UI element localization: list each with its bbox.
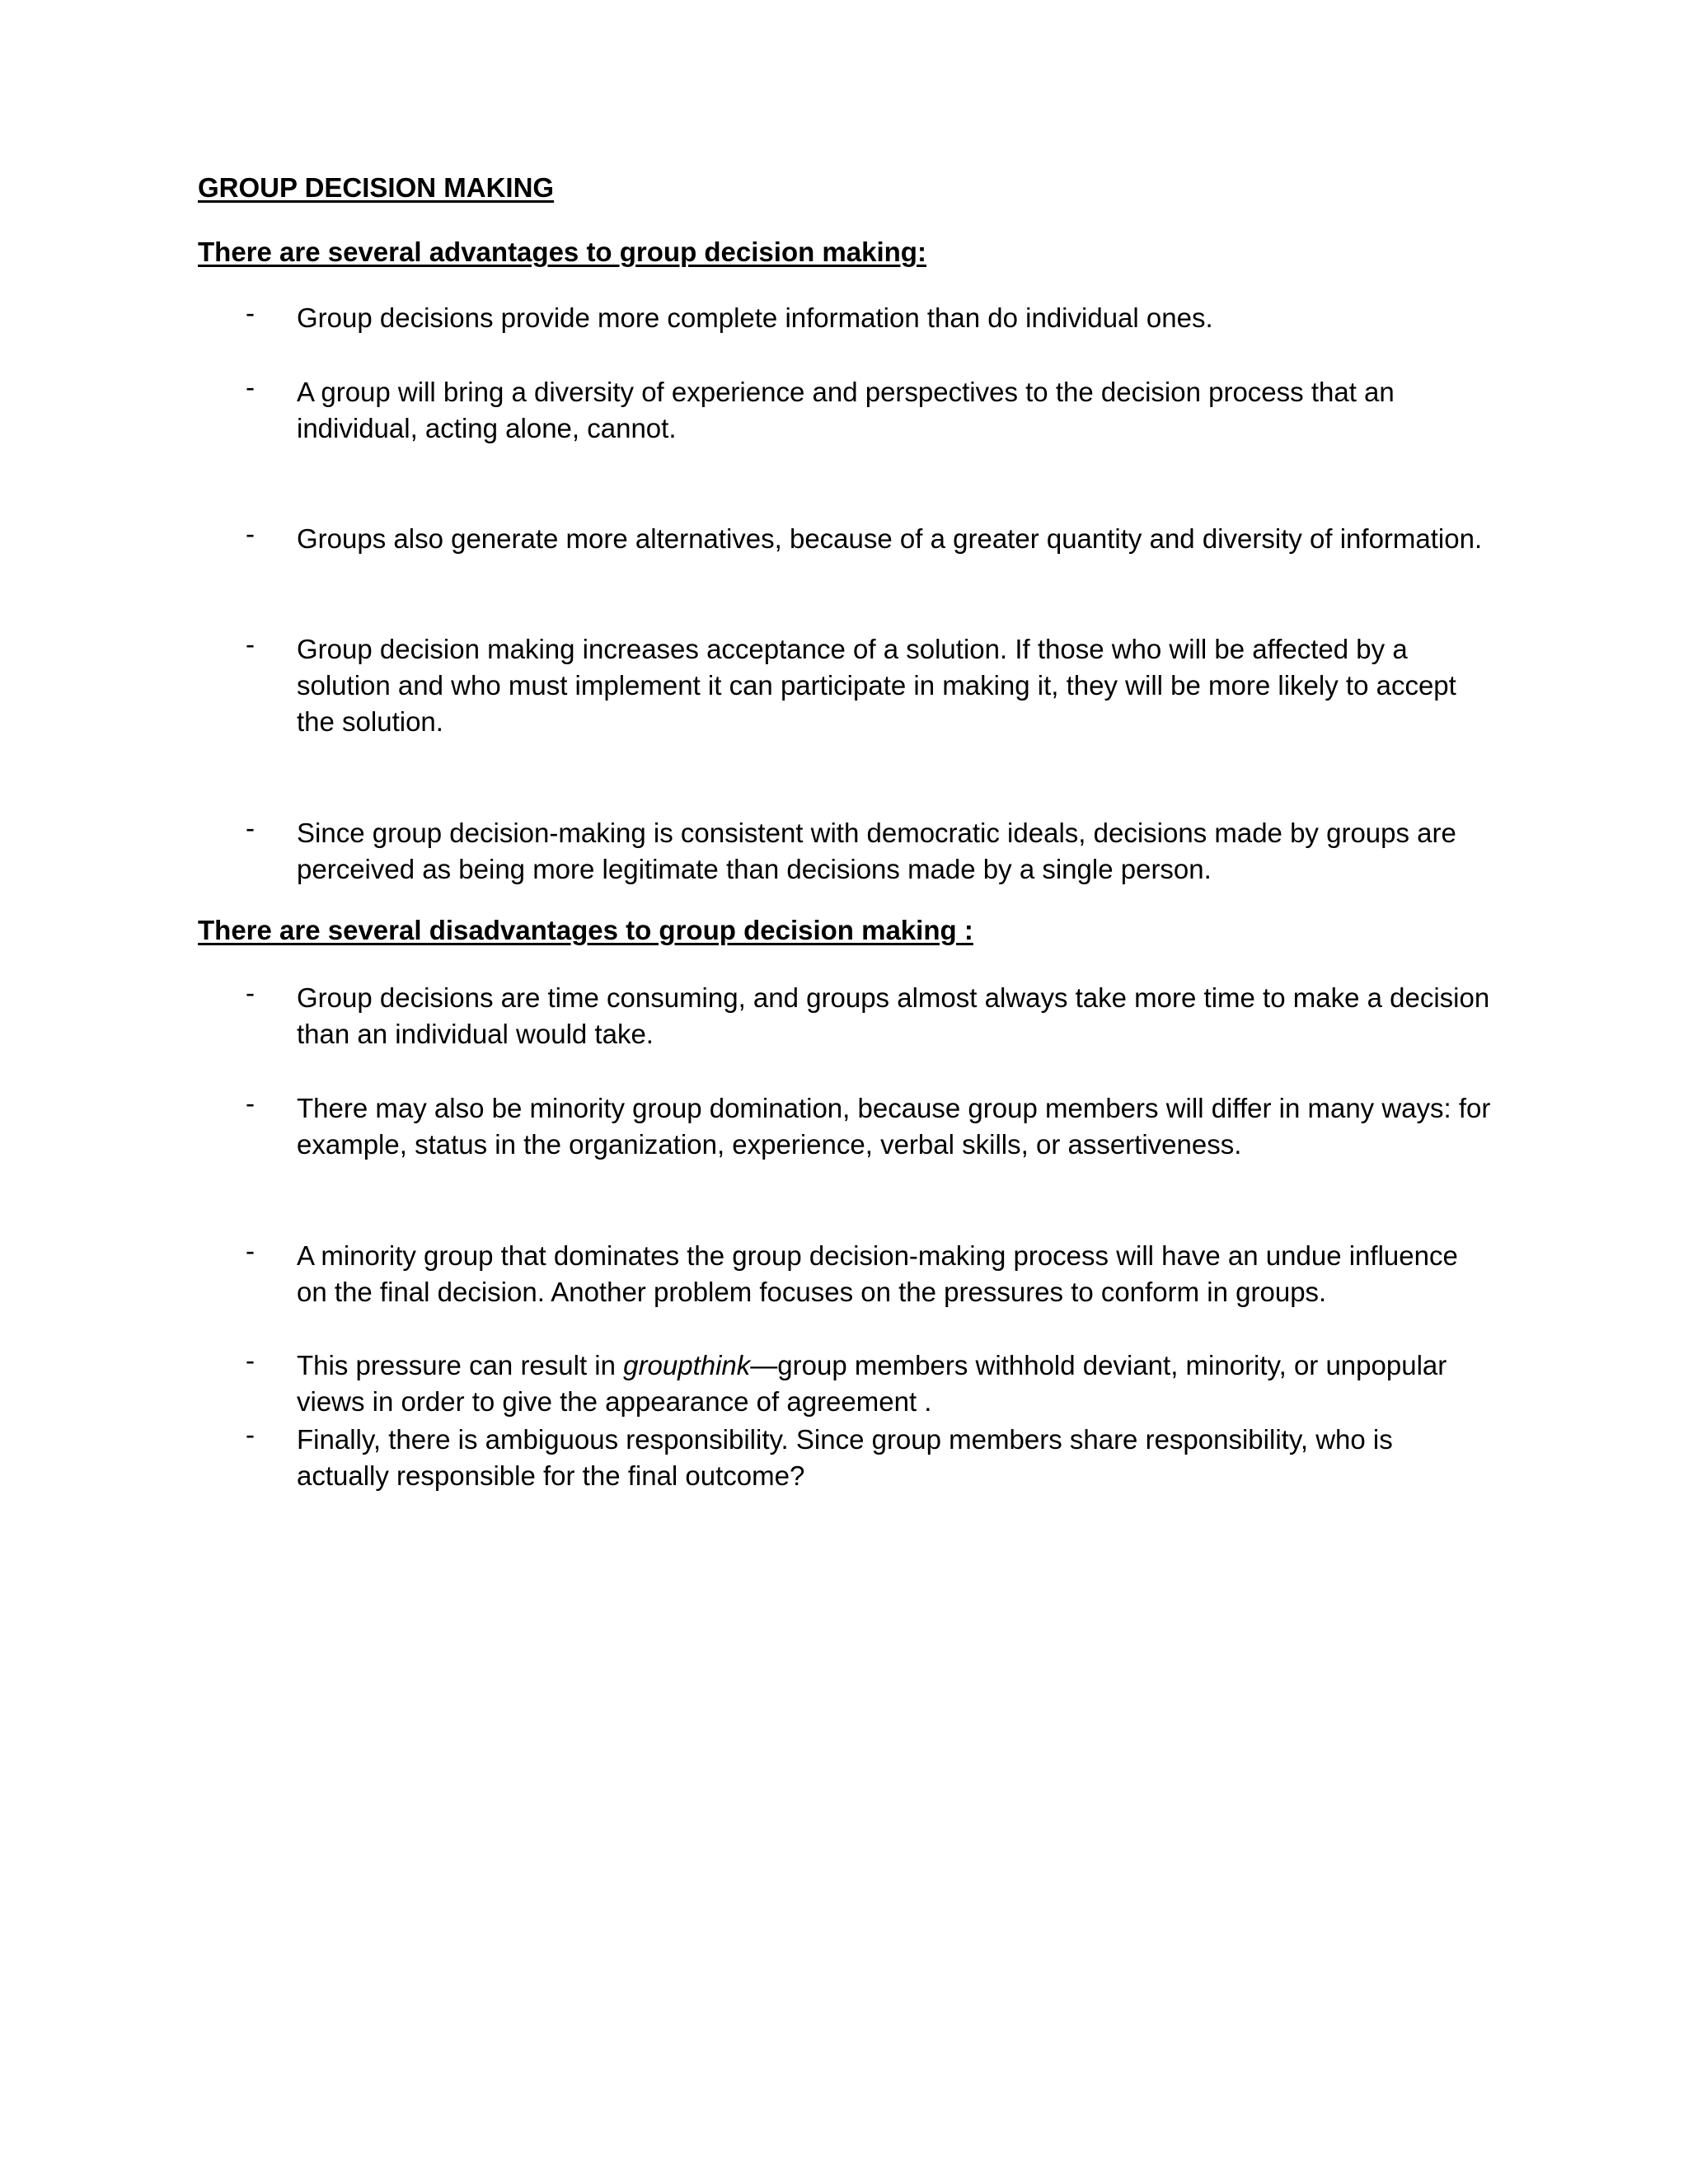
list-item-text: Finally, there is ambiguous responsibility. Since group members share responsibility, who is actually responsible for the final outcome? [297, 1424, 1393, 1491]
advantages-heading: There are several advantages to group decision making: [198, 237, 926, 267]
dash-bullet: - [246, 298, 255, 328]
dash-bullet: - [246, 372, 255, 402]
text-run: This pressure can result in [297, 1350, 624, 1380]
list-item-text: Groups also generate more alternatives, because of a greater quantity and diversity of information. [297, 523, 1483, 554]
dash-bullet: - [246, 629, 255, 659]
list-item-text: Group decisions are time consuming, and groups almost always take more time to make a decision than an individual would take. [297, 982, 1490, 1049]
disadvantages-heading: There are several disadvantages to group decision making : [198, 915, 973, 945]
list-item-text: A group will bring a diversity of experience and perspectives to the decision process that an individual, acting alone, cannot. [297, 377, 1395, 443]
text-run: —group members withhold deviant, minority, or unpopular views in order to give the appearance of agreement . [297, 1350, 1447, 1417]
dash-bullet: - [246, 518, 255, 549]
list-item-text: A minority group that dominates the group decision-making process will have an undue influence on the final decision. Another problem focuses on the pressures to conform in groups. [297, 1240, 1458, 1307]
list-item-text [297, 1347, 1492, 1420]
dash-bullet: - [246, 1345, 255, 1376]
dash-bullet: - [246, 1088, 255, 1118]
list-item-text: Since group decision-making is consistent with democratic ideals, decisions made by groups are perceived as being more legitimate than decisions made by a single person. [297, 818, 1456, 884]
groupthink-term: groupthink [623, 1350, 751, 1380]
dash-bullet: - [246, 1419, 255, 1450]
list-item-text: Group decisions provide more complete information than do individual ones. [297, 302, 1213, 333]
document-title: GROUP DECISION MAKING [198, 172, 555, 203]
dash-bullet: - [246, 977, 255, 1008]
list-item-text: There may also be minority group domination, because group members will differ in many ways: for example, status in the organization, experience, verbal skills, or assertiveness. [297, 1093, 1491, 1160]
dash-bullet: - [246, 813, 255, 843]
list-item-text: Group decision making increases acceptance of a solution. If those who will be affected by a solution and who must implement it can participate in making it, they will be more likely to accept the solution. [297, 634, 1456, 737]
dash-bullet: - [246, 1235, 255, 1266]
